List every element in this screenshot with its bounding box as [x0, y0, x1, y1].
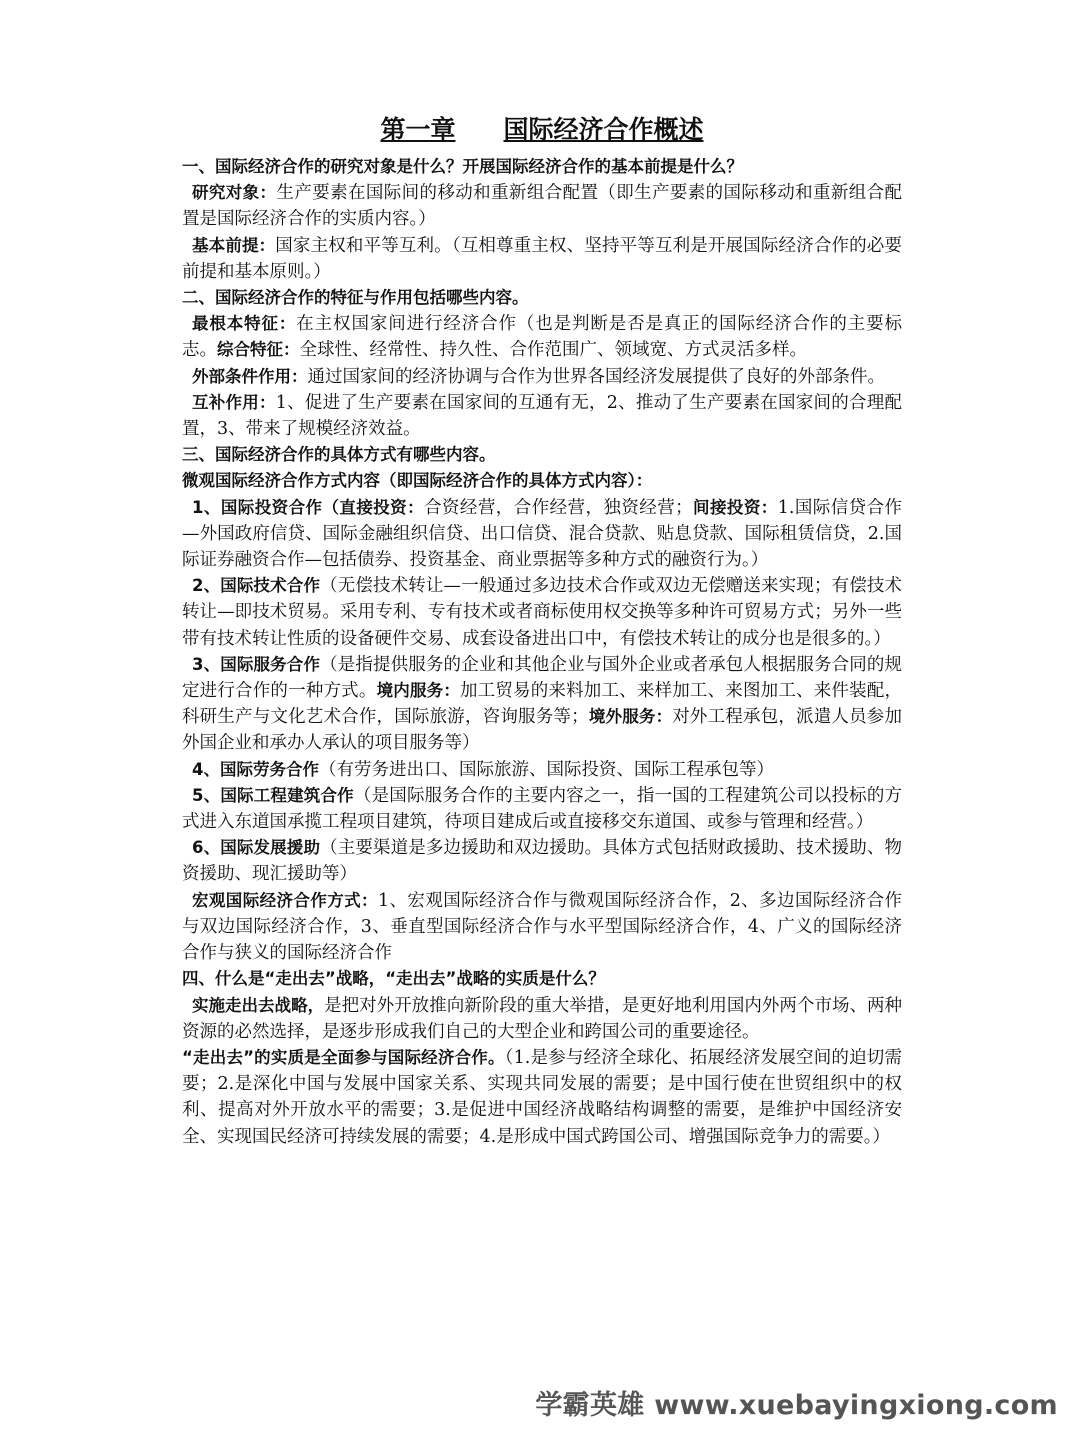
list-item: 5、国际工程建筑合作（是国际服务合作的主要内容之一，指一国的工程建筑公司以投标的方式进入东道国承揽工程项目建筑，待项目建成后或直接移交东道国、或参与管理和经营。） [182, 785, 903, 833]
paragraph: “走出去”的实质是全面参与国际经济合作。（1.是参与经济全球化、拓展经济发展空间的迫切需要；2.是深化中国与发展中国家关系、实现共同发展的需要；是中国行使在世贸组织中的权利、提高对外开放水平的需要；3.是促进中国经济战略结构调整的需要，是维护中国经济安全、实现国民经济可持续发展的需要；4.是形成中国式跨国公司、增强国际竞争力的需要。） [182, 1047, 902, 1147]
paragraph: 外部条件作用：通过国家间的经济协调与合作为世界各国经济发展提供了良好的外部条件。 [192, 366, 885, 387]
paragraph: 宏观国际经济合作方式：1、宏观国际经济合作与微观国际经济合作，2、多边国际经济合作与双边国际经济合作，3、垂直型国际经济合作与水平型国际经济合作，4、广义的国际经济合作与狭义的国际经济合作 [182, 890, 902, 964]
question-3-heading: 三、国际经济合作的具体方式有哪些内容。 [182, 445, 496, 465]
list-item: 2、国际技术合作（无偿技术转让—一般通过多边技术合作或双边无偿赠送来实现；有偿技术转让—即技术贸易。采用专利、专有技术或者商标使用权交换等多种许可贸易方式；另外一些带有技术转让性质的设备硬件交易、成套设备进出口中，有偿技术转让的成分也是很多的。） [182, 576, 903, 649]
list-item: 4、国际劳务合作（有劳务进出口、国际旅游、国际投资、国际工程承包等） [192, 759, 774, 780]
chapter-title [182, 112, 902, 148]
chapter-name: 国际经济合作概述 [503, 115, 704, 144]
paragraph: 基本前提：国家主权和平等互利。（互相尊重主权、坚持平等互利是开展国际经济合作的必要前提和基本原则。） [182, 235, 902, 282]
question-4-heading: 四、什么是“走出去”战略，“走出去”战略的实质是什么？ [182, 969, 605, 989]
paragraph: 实施走出去战略，是把对外开放推向新阶段的重大举措，是更好地利用国内外两个市场、两种资源的必然选择，是逐步形成我们自己的大型企业和跨国公司的重要途径。 [182, 995, 903, 1042]
chapter-number: 第一章 [380, 115, 456, 144]
watermark: 学霸英雄 www.xuebayingxiong.com [535, 1390, 1058, 1421]
paragraph: 互补作用：1、促进了生产要素在国家间的互通有无，2、推动了生产要素在国家间的合理配置，3、带来了规模经济效益。 [182, 392, 903, 440]
question-2-heading: 二、国际经济合作的特征与作用包括哪些内容。 [182, 288, 529, 308]
list-item: 6、国际发展援助（主要渠道是多边援助和双边援助。具体方式包括财政援助、技术援助、物资援助、现汇援助等） [182, 838, 903, 885]
paragraph: 最根本特征：在主权国家间进行经济合作（也是判断是否是真正的国际经济合作的主要标志。综合特征：全球性、经常性、持久性、合作范围广、领域宽、方式灵活多样。 [182, 314, 903, 361]
list-item: 3、国际服务合作（是指提供服务的企业和其他企业与国外企业或者承包人根据服务合同的规定进行合作的一种方式。境内服务：加工贸易的来料加工、来样加工、来图加工、来件装配，科研生产与文化艺术合作，国际旅游，咨询服务等；境外服务：对外工程承包，派遣人员参加外国企业和承办人承认的项目服务等） [182, 654, 903, 754]
document-page [182, 112, 902, 1150]
list-item: 1、国际投资合作（直接投资：合资经营，合作经营，独资经营；间接投资：1.国际信贷合作—外国政府信贷、国际金融组织信贷、出口信贷、混合贷款、贴息贷款、国际租赁信贷，2.国际证券融资合作—包括债券、投资基金、商业票据等多种方式的融资行为。） [182, 497, 903, 571]
sub-heading: 微观国际经济合作方式内容（即国际经济合作的具体方式内容）： [182, 471, 653, 491]
question-1-heading: 一、国际经济合作的研究对象是什么？开展国际经济合作的基本前提是什么？ [182, 157, 743, 176]
paragraph: 研究对象：生产要素在国际间的移动和重新组合配置（即生产要素的国际移动和重新组合配置是国际经济合作的实质内容。） [182, 183, 903, 230]
